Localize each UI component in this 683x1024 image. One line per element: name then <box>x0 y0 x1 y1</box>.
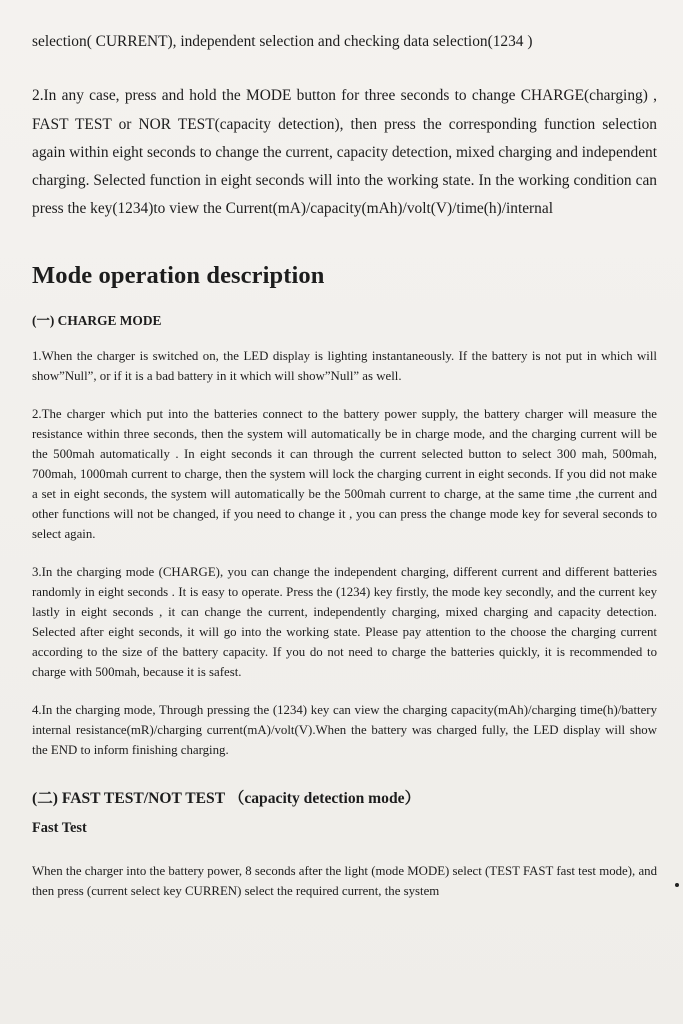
fast-test-paragraph: When the charger into the battery power, 8 seconds after the light (mode MODE) select (TEST FAST fast test mode), and then press (current select key CURREN) select the required current, the system <box>32 863 657 898</box>
charge-mode-item-3: 3.In the charging mode (CHARGE), you can change the independent charging, different current and different batteries randomly in eight seconds . It is easy to operate. Press the (1234) key firstly, the mode key secondly, and the current key lastly in eight seconds , it can change the current, independently charging, mixed charging and capacity detection. Selected after eight seconds, it will go into the working state. Please pay attention to the choose the charging current according to the size of the battery capacity. If you do not need to charge the batteries quickly, it is recommended to charge with 500mah, because it is safest. <box>32 564 657 679</box>
fast-test-subheading: Fast Test <box>32 819 87 836</box>
intro-paragraph-continued: selection( CURRENT), independent selection and checking data selection(1234 ) <box>32 33 533 50</box>
charge-mode-item-2: 2.The charger which put into the batteries connect to the battery power supply, the battery charger will measure the resistance within three seconds, then the system will automatically be in charge mode, and the charging current will be the 500mah automatically . In eight seconds it can through the current selected button to select 300 mah, 500mah, 700mah, 1000mah current to charge, then the system will lock the charging current in eight seconds. If you did not make a set in eight seconds, the system will automatically be the 500mah current to charge, at the same time ,the current and other functions will not be changed, if you need to change it , you can press the change mode key for several seconds to select again. <box>32 406 657 541</box>
charge-mode-heading: (一) CHARGE MODE <box>32 312 162 328</box>
section-title: Mode operation description <box>32 261 325 289</box>
fast-test-heading: (二) FAST TEST/NOT TEST （capacity detection mode） <box>32 789 421 807</box>
charge-mode-item-4: 4.In the charging mode, Through pressing the (1234) key can view the charging capacity(mAh)/charging time(h)/battery internal resistance(mR)/charging current(mA)/volt(V).When the battery was charged fully, the LED display will show the END to inform finishing charging. <box>32 702 657 757</box>
charge-mode-item-1: 1.When the charger is switched on, the LED display is lighting instantaneously. If the battery is not put in which will show”Null”, or if it is a bad battery in it which will show”Null” as well. <box>32 348 657 383</box>
ink-speck <box>675 883 679 887</box>
page-content <box>32 28 657 901</box>
intro-paragraph-mode-button: 2.In any case, press and hold the MODE button for three seconds to change CHARGE(charging) , FAST TEST or NOR TEST(capacity detection), then press the corresponding function selection again within eight seconds to change the current, capacity detection, mixed charging and independent charging. Selected function in eight seconds will into the working state. In the working condition can press the key(1234)to view the Current(mA)/capacity(mAh)/volt(V)/time(h)/internal <box>32 87 657 218</box>
